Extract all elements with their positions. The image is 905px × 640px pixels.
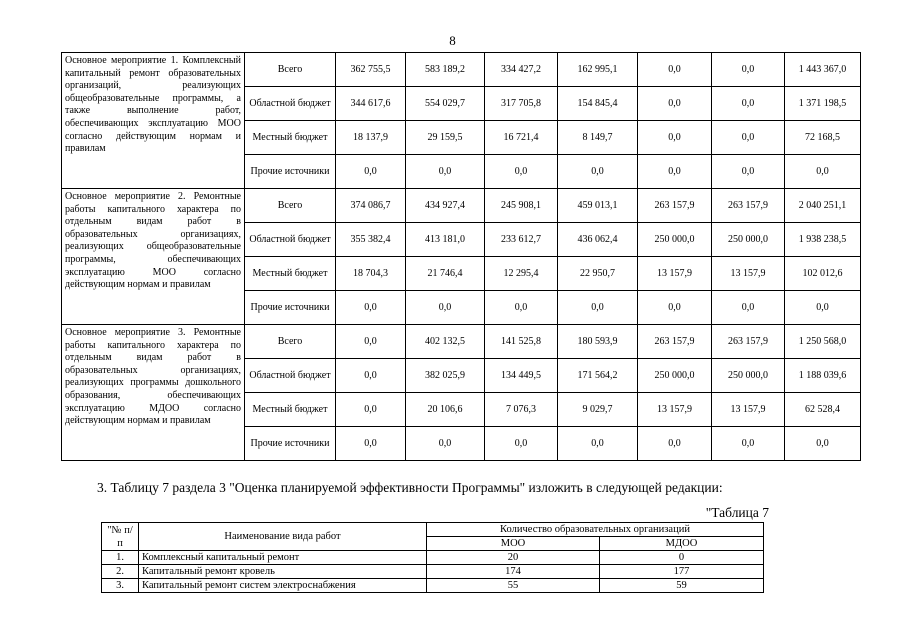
- amount-cell: 0,0: [485, 155, 558, 189]
- table-caption: "Таблица 7: [705, 505, 769, 520]
- table-row: [102, 565, 764, 579]
- amount-cell: 0,0: [638, 87, 712, 121]
- funding-table: [61, 52, 861, 461]
- amount-cell: 583 189,2: [406, 53, 485, 87]
- amount-cell: 162 995,1: [558, 53, 638, 87]
- amount-cell: 0,0: [638, 53, 712, 87]
- amount-cell: 263 157,9: [638, 325, 712, 359]
- amount-cell: 0,0: [336, 155, 406, 189]
- amount-cell: 154 845,4: [558, 87, 638, 121]
- funding-source: Местный бюджет: [245, 121, 336, 155]
- amount-cell: 13 157,9: [712, 393, 785, 427]
- funding-source: Областной бюджет: [245, 87, 336, 121]
- amount-cell: 0,0: [712, 53, 785, 87]
- amount-cell: 20 106,6: [406, 393, 485, 427]
- amount-cell: 263 157,9: [638, 189, 712, 223]
- amount-cell: 413 181,0: [406, 223, 485, 257]
- header-org-count: Количество образовательных организаций: [427, 523, 764, 537]
- amount-cell: 7 076,3: [485, 393, 558, 427]
- table-row: [62, 189, 861, 223]
- amount-cell: 0,0: [638, 427, 712, 461]
- amount-cell: 436 062,4: [558, 223, 638, 257]
- amount-cell: 0,0: [336, 325, 406, 359]
- amount-cell: 2 040 251,1: [785, 189, 861, 223]
- amount-cell: 0,0: [712, 87, 785, 121]
- amount-cell: 0,0: [406, 155, 485, 189]
- amount-cell: 250 000,0: [638, 223, 712, 257]
- page-number: 8: [449, 33, 456, 48]
- amount-cell: 263 157,9: [712, 325, 785, 359]
- mdoo-count: 0: [600, 551, 764, 565]
- amount-cell: 344 617,6: [336, 87, 406, 121]
- funding-source: Всего: [245, 189, 336, 223]
- row-number: 3.: [102, 579, 139, 593]
- amount-cell: 250 000,0: [638, 359, 712, 393]
- amount-cell: 334 427,2: [485, 53, 558, 87]
- amount-cell: 0,0: [638, 291, 712, 325]
- work-type: Комплексный капитальный ремонт: [139, 551, 427, 565]
- funding-source: Всего: [245, 53, 336, 87]
- amount-cell: 134 449,5: [485, 359, 558, 393]
- amount-cell: 8 149,7: [558, 121, 638, 155]
- row-number: 1.: [102, 551, 139, 565]
- amount-cell: 12 295,4: [485, 257, 558, 291]
- table-row: [102, 551, 764, 565]
- amount-cell: 72 168,5: [785, 121, 861, 155]
- amount-cell: 0,0: [336, 291, 406, 325]
- amount-cell: 1 371 198,5: [785, 87, 861, 121]
- amount-cell: 0,0: [406, 427, 485, 461]
- amount-cell: 317 705,8: [485, 87, 558, 121]
- funding-source: Местный бюджет: [245, 257, 336, 291]
- amount-cell: 102 012,6: [785, 257, 861, 291]
- funding-source: Областной бюджет: [245, 223, 336, 257]
- funding-source: Областной бюджет: [245, 359, 336, 393]
- amount-cell: 0,0: [558, 427, 638, 461]
- activity-description: Основное мероприятие 2. Ремонтные работы капитального характера по отдельным видам работ в образовательных организациях, реализующих общеобразовательные программы, обеспечивающих эксплуатацию МОО согласно действующим нормам и правилам: [62, 189, 245, 325]
- amount-cell: 250 000,0: [712, 359, 785, 393]
- amount-cell: 13 157,9: [638, 393, 712, 427]
- instruction-paragraph: 3. Таблицу 7 раздела 3 "Оценка планируемой эффективности Программы" изложить в следующей редакции:: [97, 480, 723, 495]
- amount-cell: 0,0: [712, 427, 785, 461]
- amount-cell: 402 132,5: [406, 325, 485, 359]
- mdoo-count: 59: [600, 579, 764, 593]
- amount-cell: 0,0: [785, 427, 861, 461]
- moo-count: 20: [427, 551, 600, 565]
- amount-cell: 459 013,1: [558, 189, 638, 223]
- amount-cell: 434 927,4: [406, 189, 485, 223]
- funding-source: Всего: [245, 325, 336, 359]
- amount-cell: 141 525,8: [485, 325, 558, 359]
- amount-cell: 1 443 367,0: [785, 53, 861, 87]
- moo-count: 55: [427, 579, 600, 593]
- amount-cell: 0,0: [336, 393, 406, 427]
- amount-cell: 0,0: [638, 121, 712, 155]
- table-row: [62, 325, 861, 359]
- amount-cell: 0,0: [785, 155, 861, 189]
- amount-cell: 0,0: [558, 291, 638, 325]
- amount-cell: 29 159,5: [406, 121, 485, 155]
- amount-cell: 362 755,5: [336, 53, 406, 87]
- amount-cell: 263 157,9: [712, 189, 785, 223]
- work-type: Капитальный ремонт систем электроснабжения: [139, 579, 427, 593]
- funding-source: Прочие источники: [245, 291, 336, 325]
- moo-count: 174: [427, 565, 600, 579]
- amount-cell: 233 612,7: [485, 223, 558, 257]
- amount-cell: 0,0: [712, 121, 785, 155]
- amount-cell: 13 157,9: [712, 257, 785, 291]
- amount-cell: 1 188 039,6: [785, 359, 861, 393]
- funding-source: Местный бюджет: [245, 393, 336, 427]
- amount-cell: 0,0: [336, 359, 406, 393]
- header-moo: МОО: [427, 537, 600, 551]
- row-number: 2.: [102, 565, 139, 579]
- amount-cell: 180 593,9: [558, 325, 638, 359]
- amount-cell: 0,0: [485, 291, 558, 325]
- amount-cell: 0,0: [712, 291, 785, 325]
- table-row: [62, 53, 861, 87]
- table-row: [102, 579, 764, 593]
- mdoo-count: 177: [600, 565, 764, 579]
- amount-cell: 250 000,0: [712, 223, 785, 257]
- amount-cell: 1 250 568,0: [785, 325, 861, 359]
- amount-cell: 9 029,7: [558, 393, 638, 427]
- amount-cell: 1 938 238,5: [785, 223, 861, 257]
- header-mdoo: МДОО: [600, 537, 764, 551]
- amount-cell: 18 704,3: [336, 257, 406, 291]
- effectiveness-table: [101, 522, 764, 593]
- amount-cell: 0,0: [712, 155, 785, 189]
- amount-cell: 62 528,4: [785, 393, 861, 427]
- amount-cell: 0,0: [638, 155, 712, 189]
- amount-cell: 18 137,9: [336, 121, 406, 155]
- amount-cell: 382 025,9: [406, 359, 485, 393]
- amount-cell: 0,0: [485, 427, 558, 461]
- header-work-type: Наименование вида работ: [139, 523, 427, 551]
- amount-cell: 171 564,2: [558, 359, 638, 393]
- amount-cell: 0,0: [558, 155, 638, 189]
- amount-cell: 355 382,4: [336, 223, 406, 257]
- work-type: Капитальный ремонт кровель: [139, 565, 427, 579]
- amount-cell: 374 086,7: [336, 189, 406, 223]
- activity-description: Основное мероприятие 3. Ремонтные работы капитального характера по отдельным видам работ в образовательных организациях, реализующих программы дошкольного образования, обеспечивающих эксплуатацию МДОО согласно действующим нормам и правилам: [62, 325, 245, 461]
- amount-cell: 16 721,4: [485, 121, 558, 155]
- amount-cell: 21 746,4: [406, 257, 485, 291]
- amount-cell: 0,0: [785, 291, 861, 325]
- amount-cell: 13 157,9: [638, 257, 712, 291]
- amount-cell: 554 029,7: [406, 87, 485, 121]
- funding-source: Прочие источники: [245, 155, 336, 189]
- activity-description: Основное мероприятие 1. Комплексный капитальный ремонт образовательных организаций, реализующих общеобразовательные программы, а также выполнение работ, обеспечивающих эксплуатацию МОО согласно действующим нормам и правилам: [62, 53, 245, 189]
- amount-cell: 22 950,7: [558, 257, 638, 291]
- amount-cell: 0,0: [406, 291, 485, 325]
- funding-source: Прочие источники: [245, 427, 336, 461]
- amount-cell: 0,0: [336, 427, 406, 461]
- header-num: "№ п/п: [102, 523, 139, 551]
- amount-cell: 245 908,1: [485, 189, 558, 223]
